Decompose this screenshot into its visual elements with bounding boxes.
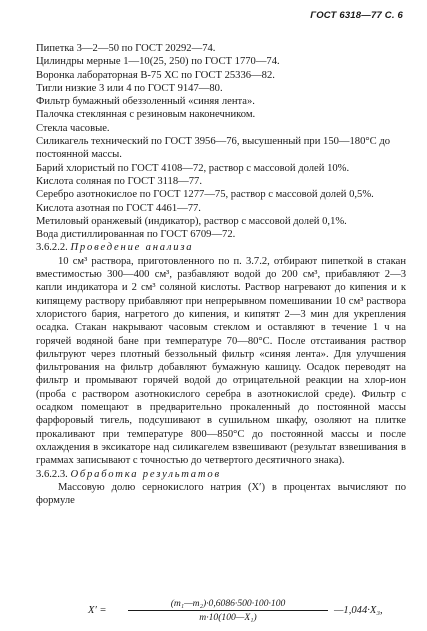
section-heading-results xyxy=(36,468,406,481)
formula-rhs: —1,044·X₃, xyxy=(334,605,383,616)
results-paragraph: Массовую долю сернокислого натрия (X′) в процентах вычисляют по формуле xyxy=(36,481,406,507)
reagent-line: Серебро азотнокислое по ГОСТ 1277—75, раствор с массовой долей 0,5%. xyxy=(36,189,374,201)
reagent-line: Барий хлористый по ГОСТ 4108—72, раствор с массовой долей 10%. xyxy=(36,162,350,174)
formula-denominator: m·10(100—X₁) xyxy=(199,612,257,623)
reagent-line: Фильтр бумажный обеззоленный «синяя лента». xyxy=(36,96,255,108)
reagent-line: Воронка лабораторная В-75 ХС по ГОСТ 25336—82. xyxy=(36,69,275,81)
reagent-line: Пипетка 3—2—50 по ГОСТ 20292—74. xyxy=(36,43,216,54)
analysis-paragraph: 10 см³ раствора, приготовленного по п. 3.7.2, отбирают пипеткой в стакан вместимостью 300—400 см³, разбавляют водой до 200 см³, прибавляют 2—3 капли индикатора и 2 см³ соляной кислоты. Раствор нагревают до кипения и к кипящему раствору прибавляют при непрерывном помешивании 10 см³ раствора хлористого бария, нагретого до кипения, и кипятят 2—3 мин для укрепления осадка. Стакан накрывают часовым стеклом и оставляют в течение 1 ч на горячей водяной бане при температуре 70—80°С. После отстаивания раствор фильтруют через плотный беззольный фильтр «синяя лента». Для улучшения фильтрования на фильтр добавляют бумажную кашицу. Осадок переводят на фильтр и промывают горячей водой до отрицательной реакции на хлор-ион (проба с раствором азотнокислого серебра в азотнокислой среде). Фильтр с осадком помещают в предварительно прокаленный до постоянной массы фарфоровый тигель, подсушивают в сушильном шкафу, озоляют на плитке прокаливают при температуре 800—850°С до постоянной массы и после охлаждения в эксикаторе над силикагелем взвешивают (результат взвешивания в граммах записывают с точностью до четвертого десятичного знака). xyxy=(36,255,406,467)
reagent-line: Тигли низкие 3 или 4 по ГОСТ 9147—80. xyxy=(36,82,223,94)
section-heading-analysis xyxy=(36,241,406,254)
reagent-line: Кислота соляная по ГОСТ 3118—77. xyxy=(36,175,202,187)
reagent-line: Стекла часовые. xyxy=(36,122,110,134)
section-number: 3.6.2.2. xyxy=(36,242,68,254)
reagent-line: Силикагель технический по ГОСТ 3956—76, высушенный при 150—180°С до постоянной массы. xyxy=(36,136,391,161)
document-body xyxy=(36,42,406,507)
reagent-line: Палочка стеклянная с резиновым наконечником. xyxy=(36,109,256,121)
reagent-line: Метиловый оранжевый (индикатор), раствор с массовой долей 0,1%. xyxy=(36,215,347,227)
reagent-line: Вода дистиллированная по ГОСТ 6709—72. xyxy=(36,229,236,241)
page-header: ГОСТ 6318—77 С. 6 xyxy=(310,10,403,21)
formula xyxy=(88,598,418,624)
reagent-line: Кислота азотная по ГОСТ 4461—77. xyxy=(36,202,201,214)
section-number: 3.6.2.3. xyxy=(36,468,68,480)
section-title: Проведение анализа xyxy=(70,242,194,254)
section-title: Обработка результатов xyxy=(70,468,221,480)
formula-numerator: (m₁—m₂)·0,6086·500·100·100 xyxy=(128,598,328,611)
formula-lhs: X′ = xyxy=(88,605,107,616)
formula-fraction xyxy=(128,598,328,623)
reagent-line: Цилиндры мерные 1—10(25, 250) по ГОСТ 1770—74. xyxy=(36,56,280,68)
